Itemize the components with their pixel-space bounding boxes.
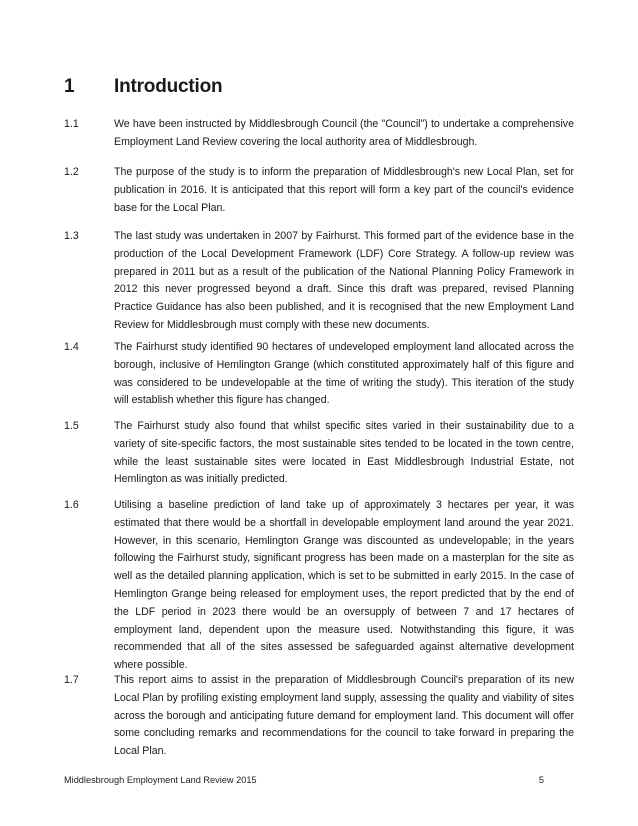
paragraph-text: The Fairhurst study also found that whilst specific sites varied in their sustainability due to a variety of site-specific factors, the most sustainable sites tended to be located in the town centre, while the least sustainable sites were located in East Middlesbrough Industrial Estate, not Hemlington as was initially predicted.: [114, 420, 574, 486]
paragraph-number: 1.6: [64, 499, 79, 511]
paragraph-text: The purpose of the study is to inform the preparation of Middlesbrough's new Local Plan, set for publication in 2016. It is anticipated that this report will form a key part of the council's evidence base for the Local Plan.: [114, 166, 574, 214]
paragraph-text: We have been instructed by Middlesbrough Council (the "Council") to undertake a comprehensive Employment Land Review covering the local authority area of Middlesbrough.: [114, 118, 574, 148]
footer-title: Middlesbrough Employment Land Review 2015: [64, 775, 257, 785]
section-title: Introduction: [114, 76, 223, 97]
page-footer: [64, 775, 544, 785]
paragraph-number: 1.1: [64, 118, 79, 130]
paragraph-number: 1.4: [64, 341, 79, 353]
section-heading: [64, 76, 222, 98]
paragraph-text: The Fairhurst study identified 90 hectares of undeveloped employment land allocated across the borough, inclusive of Hemlington Grange (which constituted approximately half of this figure and was considered to be undevelopable at the time of writing the study). This iteration of the study will establish whether this figure has changed.: [114, 341, 574, 407]
paragraph-text: The last study was undertaken in 2007 by Fairhurst. This formed part of the evidence base in the production of the Local Development Framework (LDF) Core Strategy. A follow-up review was prepared in 2011 but as a result of the publication of the National Planning Policy Framework in 2012 this never progressed beyond a draft. Since this draft was prepared, revised Planning Practice Guidance has also been published, and it is recognised that the new Employment Land Review for Middlesbrough must comply with these new documents.: [114, 230, 574, 331]
paragraph: [64, 418, 574, 489]
paragraph: [64, 228, 574, 335]
paragraph-text: Utilising a baseline prediction of land take up of approximately 3 hectares per year, it was estimated that there would be a shortfall in developable employment land around the year 2021. However, in this scenario, Hemlington Grange was discounted as undevelopable; in the years following the Fairhurst study, significant progress has been made on a masterplan for the site as well as the detailed planning application, which is set to be submitted in early 2015. In the case of Hemlington Grange being released for employment uses, the report predicted that by the end of the LDF period in 2023 there would be an oversupply of between 7 and 17 hectares of employment land, dependent upon the measure used. Notwithstanding this figure, it was recommended that all of the sites assessed be safeguarded against alternative development where possible.: [114, 499, 574, 672]
paragraph-text: This report aims to assist in the preparation of Middlesbrough Council's preparation of its new Local Plan by profiling existing employment land supply, assessing the quality and viability of sites across the borough and anticipating future demand for employment land. This document will offer some concluding remarks and recommendations for the council to take forward in preparing the Local Plan.: [114, 674, 574, 758]
paragraph: [64, 164, 574, 217]
section-number: 1: [64, 76, 75, 97]
paragraph: [64, 672, 574, 761]
paragraph-number: 1.3: [64, 230, 79, 242]
paragraph: [64, 497, 574, 675]
page-number: 5: [538, 775, 544, 785]
paragraph: [64, 339, 574, 410]
paragraph-number: 1.5: [64, 420, 79, 432]
paragraph-number: 1.2: [64, 166, 79, 178]
paragraph: [64, 116, 574, 152]
paragraph-number: 1.7: [64, 674, 79, 686]
